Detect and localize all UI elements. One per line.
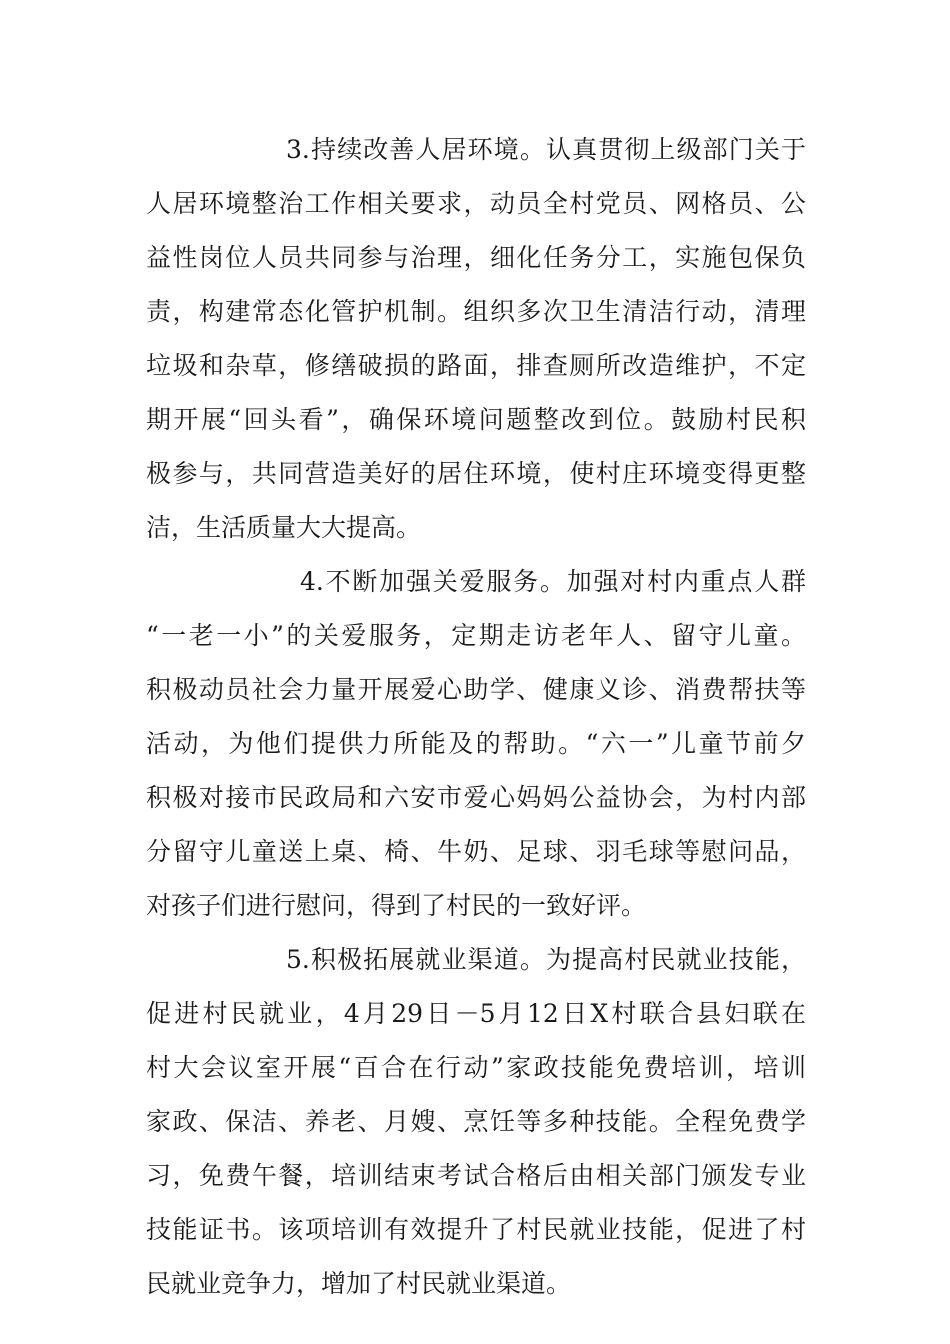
paragraph-line: 3.持续改善人居环境。认真贯彻上级部门关于 [286, 135, 806, 164]
paragraph-line: 民就业竞争力，增加了村民就业渠道。 [146, 1269, 572, 1298]
paragraph-line: 家政、保洁、养老、月嫂、烹饪等多种技能。全程免费学 [146, 1107, 806, 1136]
paragraph-line: 5.积极拓展就业渠道。为提高村民就业技能， [286, 945, 806, 974]
paragraph-line: 村大会议室开展“百合在行动”家政技能免费培训，培训 [146, 1053, 806, 1082]
paragraph-line: 积极动员社会力量开展爱心助学、健康义诊、消费帮扶等 [146, 675, 806, 704]
paragraph-line: 垃圾和杂草，修缮破损的路面，排查厕所改造维护，不定 [146, 351, 806, 380]
paragraph-line: “一老一小”的关爱服务，定期走访老年人、留守儿童。 [146, 621, 806, 650]
paragraph-line: 益性岗位人员共同参与治理，细化任务分工，实施包保负 [146, 243, 806, 272]
paragraph-line: 习，免费午餐，培训结束考试合格后由相关部门颁发专业 [146, 1161, 806, 1190]
paragraph-line: 活动，为他们提供力所能及的帮助。“六一”儿童节前夕 [146, 729, 806, 758]
paragraph-line: 促进村民就业，4月29日－5月12日X村联合县妇联在 [146, 999, 806, 1028]
paragraph-line: 责，构建常态化管护机制。组织多次卫生清洁行动，清理 [146, 297, 806, 326]
paragraph-line: 4.不断加强关爱服务。加强对村内重点人群 [300, 567, 806, 596]
paragraph-line: 分留守儿童送上桌、椅、牛奶、足球、羽毛球等慰问品， [146, 837, 806, 866]
paragraph-line: 技能证书。该项培训有效提升了村民就业技能，促进了村 [146, 1215, 806, 1244]
paragraph-line: 洁，生活质量大大提高。 [146, 513, 422, 542]
paragraph-line: 对孩子们进行慰问，得到了村民的一致好评。 [146, 891, 647, 920]
paragraph-line: 人居环境整治工作相关要求，动员全村党员、网格员、公 [146, 189, 806, 218]
paragraph-line: 极参与，共同营造美好的居住环境，使村庄环境变得更整 [146, 459, 806, 488]
paragraph-line: 积极对接市民政局和六安市爱心妈妈公益协会，为村内部 [146, 783, 806, 812]
paragraph-line: 期开展“回头看”，确保环境问题整改到位。鼓励村民积 [146, 405, 806, 434]
